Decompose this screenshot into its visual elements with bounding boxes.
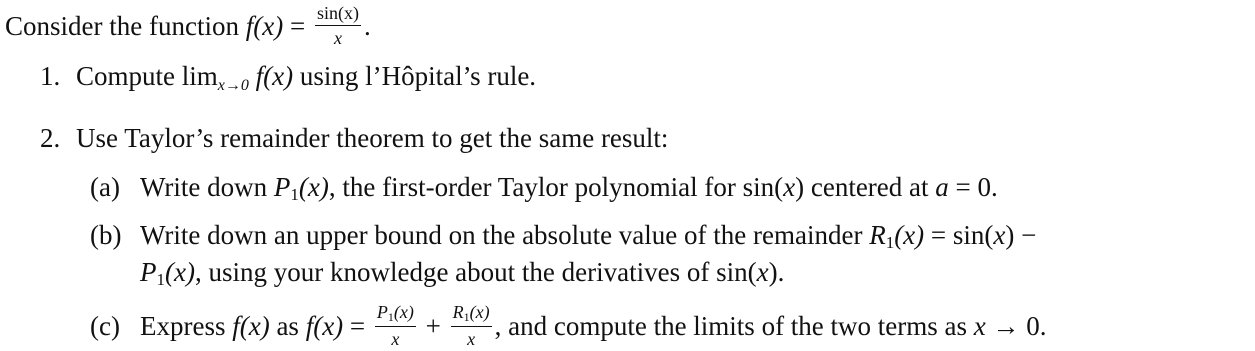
problem-intro <box>5 3 371 51</box>
item-text: Compute lim <box>76 61 218 91</box>
fraction-denominator: x <box>391 328 400 349</box>
sub-item-marker: (a) <box>90 172 120 202</box>
function-call: f(x) <box>232 310 270 341</box>
function-arg: (x) <box>253 11 284 42</box>
fraction-denominator: x <box>467 328 476 349</box>
sub-item-marker: (c) <box>90 310 120 341</box>
polynomial-fraction <box>375 303 416 348</box>
fraction-numerator: sin(x) <box>315 4 361 26</box>
function-name: f <box>245 11 254 42</box>
list-item-2 <box>40 125 668 152</box>
function-call-2: f(x) <box>305 310 344 341</box>
variable-x: x <box>783 172 796 202</box>
polynomial-symbol: P <box>376 302 388 322</box>
fraction-denominator: x <box>333 27 342 48</box>
sub-item-text-c: ) centered at <box>795 172 929 202</box>
polynomial-arg: (x) <box>298 172 329 202</box>
plus-sign: + <box>418 310 448 341</box>
sub-item-text: Write down an upper bound on the absolute value of the remainder <box>140 220 863 250</box>
sub-item-end: ). <box>768 257 785 287</box>
sub-item-c <box>90 302 1047 351</box>
polynomial-subscript: 1 <box>156 270 165 289</box>
item-text: Use Taylor’s remainder theorem to get the same result: <box>76 123 669 153</box>
sub-item-b-continuation <box>140 259 784 288</box>
sub-item-b <box>90 222 1036 251</box>
center-variable: a <box>935 172 949 202</box>
polynomial-subscript: 1 <box>290 185 299 204</box>
polynomial-symbol: P <box>273 172 291 202</box>
fraction-numerator <box>451 303 492 327</box>
function-call: f(x) <box>255 61 294 91</box>
sub-item-as: as <box>276 310 299 341</box>
sub-item-marker: (b) <box>90 220 122 250</box>
remainder-subscript: 1 <box>885 233 895 252</box>
polynomial-arg: (x) <box>393 302 414 322</box>
remainder-fraction <box>451 303 492 348</box>
sub-item-text-b: , the first-order Taylor polynomial for sin( <box>328 172 784 202</box>
variable-x: x <box>756 257 769 287</box>
polynomial-arg: (x) <box>165 257 195 287</box>
limit-subscript: x→0 <box>217 77 249 94</box>
remainder-arg: (x) <box>894 220 925 250</box>
variable-x: x <box>973 310 986 341</box>
equals-sign: = <box>283 11 312 42</box>
fraction-numerator <box>375 303 416 327</box>
sub-item-text-b: , and compute the limits of the two terms as <box>494 310 968 341</box>
remainder-arg: (x) <box>469 302 490 322</box>
intro-text: Consider the function <box>5 11 239 42</box>
intro-period: . <box>363 11 371 42</box>
equals-sign: = <box>343 310 372 341</box>
remainder-symbol: R <box>452 302 464 322</box>
sub-item-text-c: ) − <box>1005 220 1037 250</box>
item-text-continued: using l’Hôpital’s rule. <box>299 61 537 91</box>
sub-item-text-b: = sin( <box>924 220 994 250</box>
variable-x: x <box>993 220 1006 250</box>
sinc-fraction <box>315 4 361 48</box>
sub-item-text: Express <box>140 310 226 341</box>
item-marker: 2. <box>40 123 61 153</box>
list-item-1 <box>40 63 536 94</box>
polynomial-subscript: 1 <box>387 310 394 324</box>
remainder-symbol: R <box>869 220 886 250</box>
remainder-subscript: 1 <box>463 310 470 324</box>
polynomial-symbol: P <box>140 257 157 287</box>
item-marker: 1. <box>40 61 61 91</box>
sub-item-text: Write down <box>140 172 268 202</box>
sub-item-text-d: = 0. <box>948 172 998 202</box>
sub-item-a <box>90 174 998 203</box>
limit-arrow: → 0. <box>985 310 1047 341</box>
sub-item-text: , using your knowledge about the derivatives of sin( <box>194 257 757 287</box>
